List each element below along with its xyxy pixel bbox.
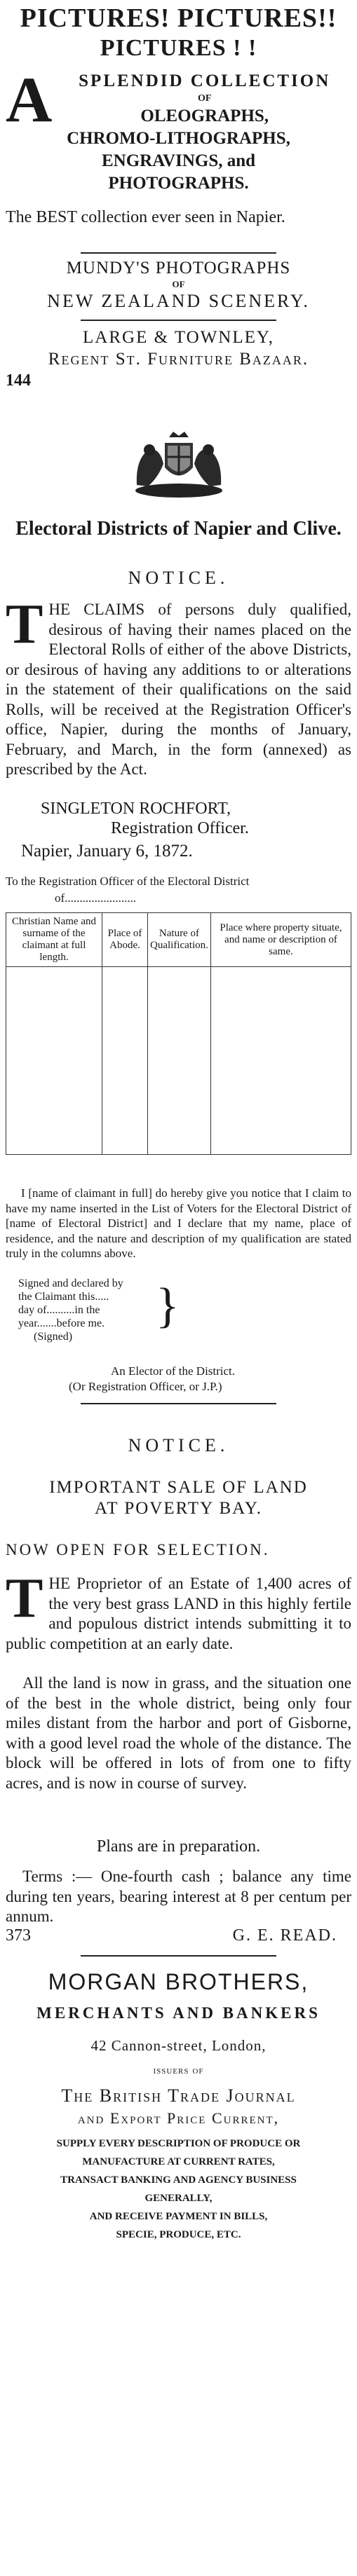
ad-line: MUNDY'S PHOTOGRAPHS [66,259,291,278]
signature-block [6,799,351,838]
column-header: Nature of Qualification. [148,913,211,967]
ad-line: SUPPLY EVERY DESCRIPTION OF PRODUCE OR [56,2138,301,2149]
electoral-heading: Electoral Districts of Napier and Clive. [15,518,342,540]
heading-line: IMPORTANT SALE OF LAND [49,1478,308,1497]
elector-line: An Elector of the District. [111,1364,236,1378]
heading-line: AT POVERTY BAY. [95,1499,262,1518]
ad-line: CHROMO-LITHOGRAPHS, [67,129,290,148]
electoral-body-text: HE CLAIMS of persons duly qualified, desirous of having their names placed on the Electoral Rolls of either of the above Districts, or desirous of having any additions to or alterations in the statement of their qualifications on the said Rolls, will be received at the Registration Officer's office, Napier, during the months of January, February, and March, in the form (annexed) as prescribed by the Act. [6,601,351,778]
ad-line: PHOTOGRAPHS. [108,174,249,193]
ad-line: MANUFACTURE AT CURRENT RATES, [82,2156,275,2167]
divider [81,1955,276,1957]
divider [81,252,276,254]
coat-of-arms-icon [123,429,235,506]
to-registration-officer: To the Registration Officer of the Electoral District [6,875,250,888]
firm-name: LARGE & TOWNLEY, [83,328,274,347]
firm-address: Regent St. Furniture Bazaar. [48,350,309,369]
signed-line: day of..........in the [18,1304,100,1316]
elector-block [6,1364,351,1395]
morgan-brothers-ad [6,1968,351,2244]
ad-body-text: The BEST collection ever seen in Napier. [6,208,285,226]
ad-line: GENERALLY, [144,2193,213,2204]
form-cell [102,967,148,1155]
ad-line: ENGRAVINGS, and [101,151,256,170]
ad-line: OF [172,279,185,289]
signed-line: (Signed) [34,1331,73,1343]
ad-number: 373 [6,1926,31,1945]
column-header: Place of Abode. [102,913,148,967]
ad-line: TRANSACT BANKING AND AGENCY BUSINESS [60,2174,297,2186]
plans-line: Plans are in preparation. [96,1837,261,1856]
form-to-line [6,873,351,907]
land-sale-heading [6,1477,351,1519]
ad-line: OLEOGRAPHS, [140,107,269,125]
ad-line: The British Trade Journal [61,2085,296,2106]
notice-heading: NOTICE. [128,568,229,588]
terms-text: Terms :— One-fourth cash ; balance any time during ten years, bearing interest at 8 per centum per annum. [6,1868,351,1925]
signer-title: Registration Officer. [111,819,249,837]
signed-line: Signed and declared by [18,1277,123,1289]
firm-block [6,327,351,370]
district-blank: of........................ [55,891,137,905]
land-footer [6,1926,351,1945]
ad-line: and Export Price Current, [77,2109,280,2127]
signed-declared-block [6,1277,351,1361]
ad-line: NEW ZEALAND SCENERY. [47,291,310,311]
column-header: Place where property situate, and name or description of same. [210,913,351,967]
form-cell [148,967,211,1155]
ad-line: issuers of [153,2064,204,2076]
form-cell [6,967,102,1155]
land-body-1 [6,1568,351,1654]
mundy-block [6,258,351,313]
pictures-ad-body [6,64,351,210]
drop-cap: A [6,64,53,135]
divider [81,320,276,321]
notice-heading: NOTICE. [128,1435,229,1455]
land-signer: G. E. READ. [232,1926,337,1945]
dateline: Napier, January 6, 1872. [21,842,193,861]
ad-number: 144 [6,371,31,390]
ad-line: OF [198,93,212,104]
open-for-selection: NOW OPEN FOR SELECTION. [6,1541,270,1558]
electoral-body [6,594,351,780]
signed-line: year.......before me. [18,1317,105,1329]
ad-line: MERCHANTS AND BANKERS [36,2004,321,2022]
claim-form-table [6,912,351,1155]
drop-cap: T [6,1568,43,1629]
ad-title: PICTURES! PICTURES!! [20,4,337,33]
pictures-ad [6,3,351,63]
firm-name: MORGAN BROTHERS, [48,1969,309,1994]
land-body-2: All the land is now in grass, and the situation one of the best in the whole district, being only four miles distant from the harbor and port of Gisborne, with a good level road the whole of the distance. The block will be offered in lots of from one to fifty acres, and is now in course of survey. [6,1674,351,1792]
signed-line: the Claimant this..... [18,1291,109,1303]
brace-icon: } [156,1279,180,1333]
declaration-text: I [name of claimant in full] do hereby give you notice that I claim to have my name inserted in the List of Voters for the Electoral District of [name of Electoral District] and I declare that my name, place of residence, and the nature and description of my qualification are stated truly in the columns above. [6,1186,351,1260]
form-cell [210,967,351,1155]
ad-line: AND RECEIVE PAYMENT IN BILLS, [89,2211,268,2222]
signer-name: SINGLETON ROCHFORT, [41,800,231,818]
land-body-text: HE Proprietor of an Estate of 1,400 acres of the very best grass LAND in this highly fertile and populous district intends submitting it to public competition at an early date. [6,1575,351,1652]
ad-line: SPECIE, PRODUCE, ETC. [116,2229,241,2240]
ad-line: 42 Cannon-street, London, [90,2037,267,2054]
drop-cap: T [6,594,43,655]
ad-subtitle: PICTURES ! ! [100,35,257,61]
ad-line: SPLENDID COLLECTION [79,71,331,90]
divider [81,1403,276,1404]
elector-line: (Or Registration Officer, or J.P.) [69,1380,222,1393]
column-header: Christian Name and surname of the claimant at full length. [6,913,102,967]
